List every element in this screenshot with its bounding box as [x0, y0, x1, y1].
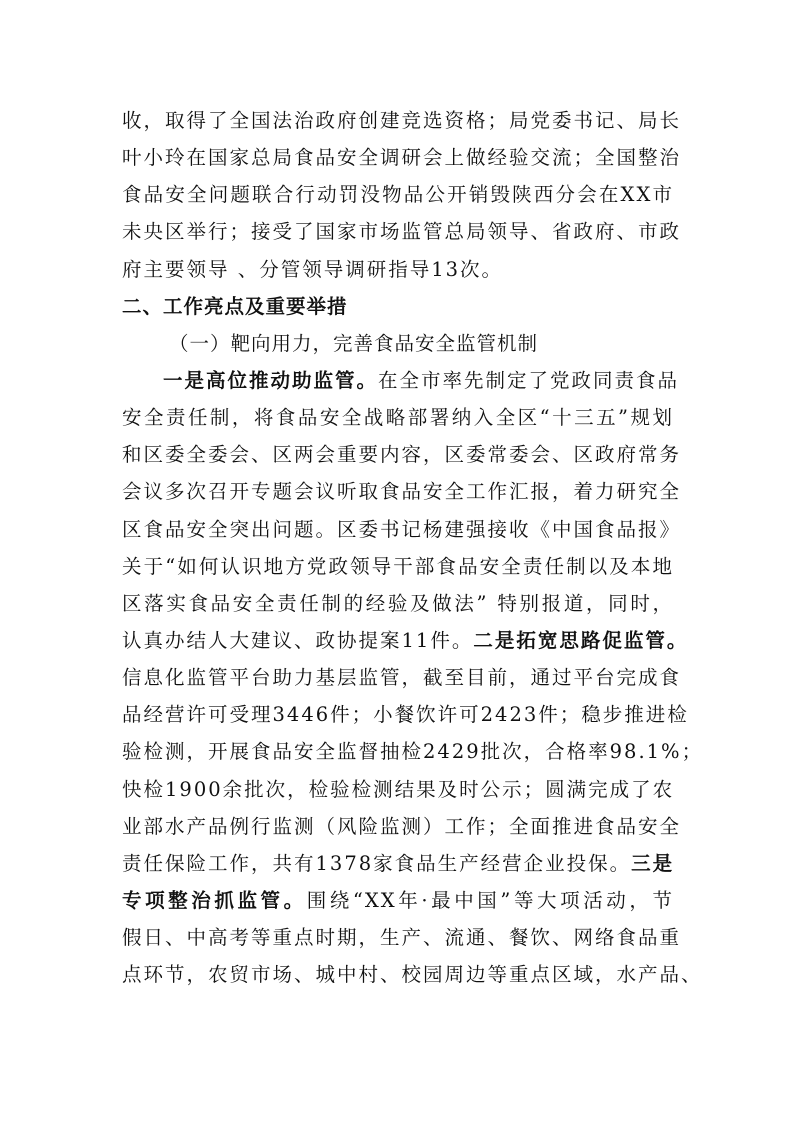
- text-line: [122, 473, 682, 510]
- text-line: [122, 771, 674, 808]
- text-run: 区落实食品安全责任制的经验及做法” 特别报道，同时，: [122, 591, 674, 615]
- text-run: 验检测，开展食品安全监督抽检2429批次，合格率98.1%；: [122, 740, 704, 764]
- text-run: 二、工作亮点及重要举措: [122, 294, 348, 318]
- text-line: [122, 176, 674, 213]
- text-line: [122, 882, 674, 919]
- text-run: 认真办结人大建议、政协提案11件。: [122, 628, 474, 652]
- text-line: [122, 511, 682, 548]
- text-line: [122, 213, 682, 250]
- text-line: [122, 733, 704, 770]
- text-run: （一）靶向用力，完善食品安全监管机制: [169, 331, 539, 355]
- text-run: 叶小玲在国家总局食品安全调研会上做经验交流；全国整治: [122, 146, 682, 170]
- text-line: [122, 436, 682, 473]
- text-run: 快检1900余批次，检验检测结果及时公示；圆满完成了农: [122, 777, 675, 801]
- text-line: [122, 399, 674, 436]
- text-run: 业部水产品例行监测（风险监测）工作；全面推进食品安全: [122, 814, 682, 838]
- text-run: 假日、中高考等重点时期，生产、流通、餐饮、网络食品重: [122, 926, 682, 950]
- text-run: 责任保险工作，共有1378家食品生产经营企业投保。: [122, 851, 632, 875]
- text-line: [122, 622, 689, 659]
- section-heading: [122, 288, 674, 325]
- text-line: [122, 585, 674, 622]
- text-run: 区食品安全突出问题。区委书记杨建强接收《中国食品报》: [122, 517, 682, 541]
- text-run: 关于“如何认识地方党政领导干部食品安全责任制以及本地: [122, 554, 674, 578]
- text-run: 未央区举行；接受了国家市场监管总局领导、省政府、市政: [122, 220, 682, 244]
- text-run: 品经营许可受理3446件；小餐饮许可2423件；稳步推进检: [122, 703, 689, 727]
- text-line: [122, 251, 674, 288]
- text-line: [122, 808, 682, 845]
- text-line: [122, 845, 674, 882]
- text-line: [122, 696, 689, 733]
- text-run: 会议多次召开专题会议听取食品安全工作汇报，着力研究全: [122, 480, 682, 504]
- document-page: [122, 102, 704, 993]
- text-line: [122, 139, 682, 176]
- text-run: 府主要领导 、分管领导调研指导13次。: [122, 257, 504, 281]
- text-run: 食品安全问题联合行动罚没物品公开销毁陕西分会在XX市: [122, 183, 674, 207]
- text-line: [122, 956, 703, 993]
- text-line: [122, 919, 682, 956]
- text-run: 围绕“XX年·最中国”等大项活动，节: [306, 888, 674, 912]
- subsection-heading: [122, 325, 674, 362]
- text-line: [122, 548, 674, 585]
- text-run: 安全责任制，将食品安全战略部署纳入全区“十三五”规划: [122, 406, 674, 430]
- text-run: 收，取得了全国法治政府创建竞选资格；局党委书记、局长: [122, 109, 682, 132]
- bold-lead-phrase: 一是高位推动助监管。: [163, 368, 379, 392]
- text-run: 在全市率先制定了党政同责食品: [378, 368, 680, 392]
- text-run: 和区委全委会、区两会重要内容，区委常委会、区政府常务: [122, 443, 682, 467]
- text-run: 信息化监管平台助力基层监管，截至目前，通过平台完成食: [122, 666, 682, 690]
- text-run: 点环节，农贸市场、城中村、校园周边等重点区域，水产品、: [122, 963, 703, 987]
- bold-lead-phrase: 专项整治抓监管。: [122, 888, 307, 912]
- text-line: [122, 362, 680, 399]
- bold-lead-phrase: 二是拓宽思路促监管。: [473, 628, 689, 652]
- text-line: [122, 659, 682, 696]
- bold-lead-phrase: 三是: [631, 851, 675, 875]
- text-line: [122, 102, 682, 139]
